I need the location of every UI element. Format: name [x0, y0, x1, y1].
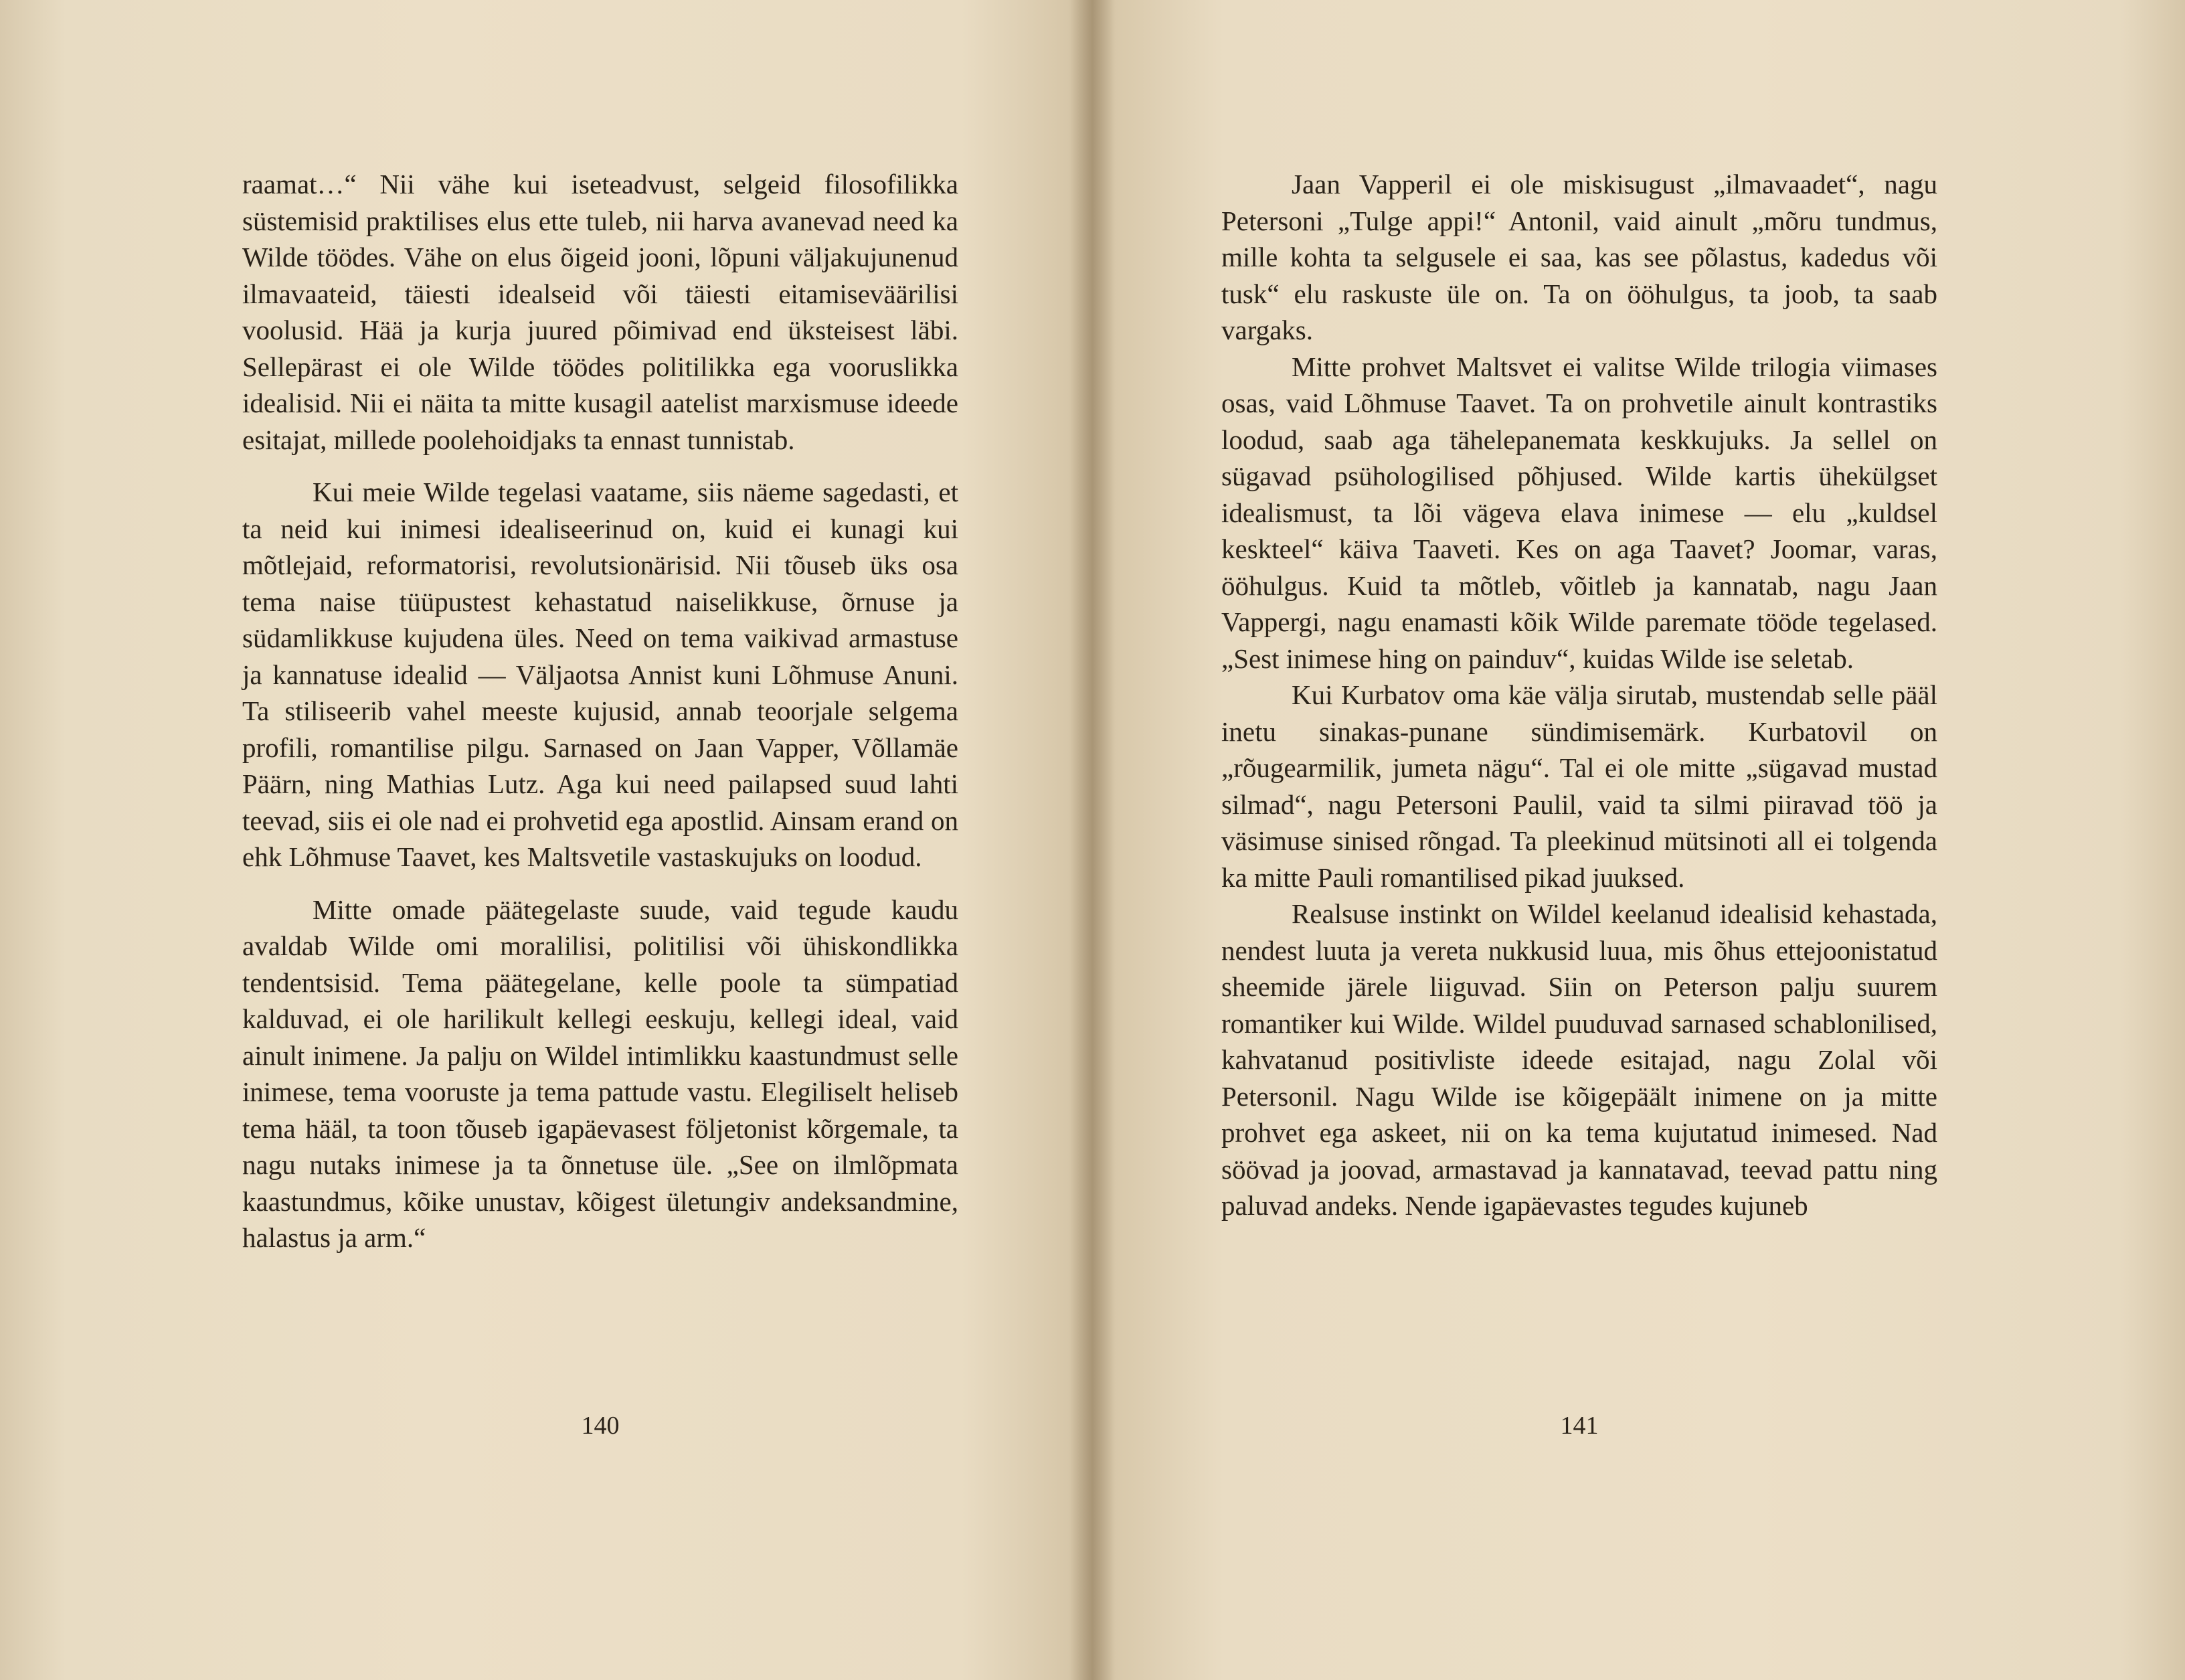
paragraph: Jaan Vapperil ei ole miskisugust „ilmavaadet“, nagu Petersoni „Tulge appi!“ Antonil, vaid ainult „mõru tundmus, mille kohta ta selgusele ei saa, kas see põlastus, kadedus või tusk“ elu raskuste üle on. Ta on ööhulgus, ta joob, ta saab vargaks. — [1221, 169, 1937, 345]
page-number: 140 — [581, 1412, 620, 1440]
right-page-text — [1221, 166, 1937, 1224]
paragraph: Mitte prohvet Maltsvet ei valitse Wilde trilogia viimases osas, vaid Lõhmuse Taavet. Ta on prohvetile ainult kontrastiks loodud, saab aga tähelepanemata keskkujuks. Ja sellel on sügavad psühologilised põhjused. Wilde kartis ühekülgset idealismust, ta lõi vägeva elava inimese — elu „kuldsel keskteel“ käiva Taaveti. Kes on aga Taavet? Joomar, varas, ööhulgus. Kuid ta mõtleb, võitleb ja kannatab, nagu Jaan Vappergi, nagu enamasti kõik Wilde paremate tööde tegelased. „Sest inimese hing on painduv“, kuidas Wilde ise seletab. — [1221, 351, 1937, 674]
paragraph: Realsuse instinkt on Wildel keelanud idealisid kehastada, nendest luuta ja vereta nukkusid luua, mis õhus ettejoonistatud sheemide järele liiguvad. Siin on Peterson palju suurem romantiker kui Wilde. Wildel puuduvad sarnased schablonilised, kahvatanud positivliste ideede esitajad, nagu Zolal või Petersonil. Nagu Wilde ise kõigepäält inimene on ja mitte prohvet ega askeet, nii on ka tema kujutatud inimesed. Nad söövad ja joovad, armastavad ja kannatavad, teevad pattu ning paluvad andeks. Nende igapäevastes tegudes kujuneb — [1221, 898, 1937, 1221]
paragraph: Kui Kurbatov oma käe välja sirutab, mustendab selle pääl inetu sinakas-punane sündimisemärk. Kurbatovil on „rõugearmilik, jumeta nägu“. Tal ei ole mitte „sügavad mustad silmad“, nagu Petersoni Paulil, vaid ta silmi piiravad töö ja väsimuse sinised rõngad. Ta pleekinud mütsinoti all ei tolgenda ka mitte Pauli romantilised pikad juuksed. — [1221, 679, 1937, 893]
left-page-text — [242, 166, 958, 1256]
paragraph: Kui meie Wilde tegelasi vaatame, siis näeme sagedasti, et ta neid kui inimesi idealiseerinud on, kuid ei kunagi kui mõtlejaid, reformatorisi, revolutsionärisid. Nii tõuseb üks osa tema naise tüüpustest kehastatud naiselikkuse, õrnuse ja südamlikkuse kujudena üles. Need on tema vaikivad armastuse ja kannatuse idealid — Väljaotsa Annist kuni Lõhmuse Anuni. Ta stiliseerib vahel meeste kujusid, annab teoorjale selgema profili, romantilise pilgu. Sarnased on Jaan Vapper, Võllamäe Päärn, ning Mathias Lutz. Aga kui need pailapsed suud lahti teevad, siis ei ole nad ei prohvetid ega apostlid. Ainsam erand on ehk Lõhmuse Taavet, kes Maltsvetile vastaskujuks on loodud. — [242, 477, 958, 872]
left-page — [0, 0, 1092, 1680]
paragraph: raamat…“ Nii vähe kui iseteadvust, selgeid filosofilikka süstemisid praktilises elus ette tuleb, nii harva avanevad need ka Wilde töödes. Vähe on elus õigeid jooni, lõpuni väljakujunenud ilmavaateid, täiesti idealseid või täiesti eitamiseväärilisi voolusid. Hää ja kurja juured põimivad end üksteisest läbi. Sellepärast ei ole Wilde töödes politilikka ega vooruslikka idealisid. Nii ei näita ta mitte kusagil aatelist marxismuse ideede esitajat, millede poolehoidjaks ta ennast tunnistab. — [242, 169, 958, 455]
paragraph: Mitte omade päätegelaste suude, vaid tegude kaudu avaldab Wilde omi moralilisi, politilisi või ühiskondlikka tendentsisid. Tema päätegelane, kelle poole ta sümpatiad kalduvad, ei ole harilikult kellegi eeskuju, kellegi ideal, vaid ainult inimene. Ja palju on Wildel intimlikku kaastundmust selle inimese, tema vooruste ja tema pattude vastu. Elegiliselt heliseb tema hääl, ta toon tõuseb igapäevasest följetonist kõrgemale, ta nagu nutaks inimese ja ta õnnetuse üle. „See on ilmlõpmata kaastundmus, kõike unustav, kõigest ületungiv andeksandmine, halastus ja arm.“ — [242, 894, 958, 1253]
right-page — [1093, 0, 2185, 1680]
page-number: 141 — [1560, 1412, 1599, 1440]
